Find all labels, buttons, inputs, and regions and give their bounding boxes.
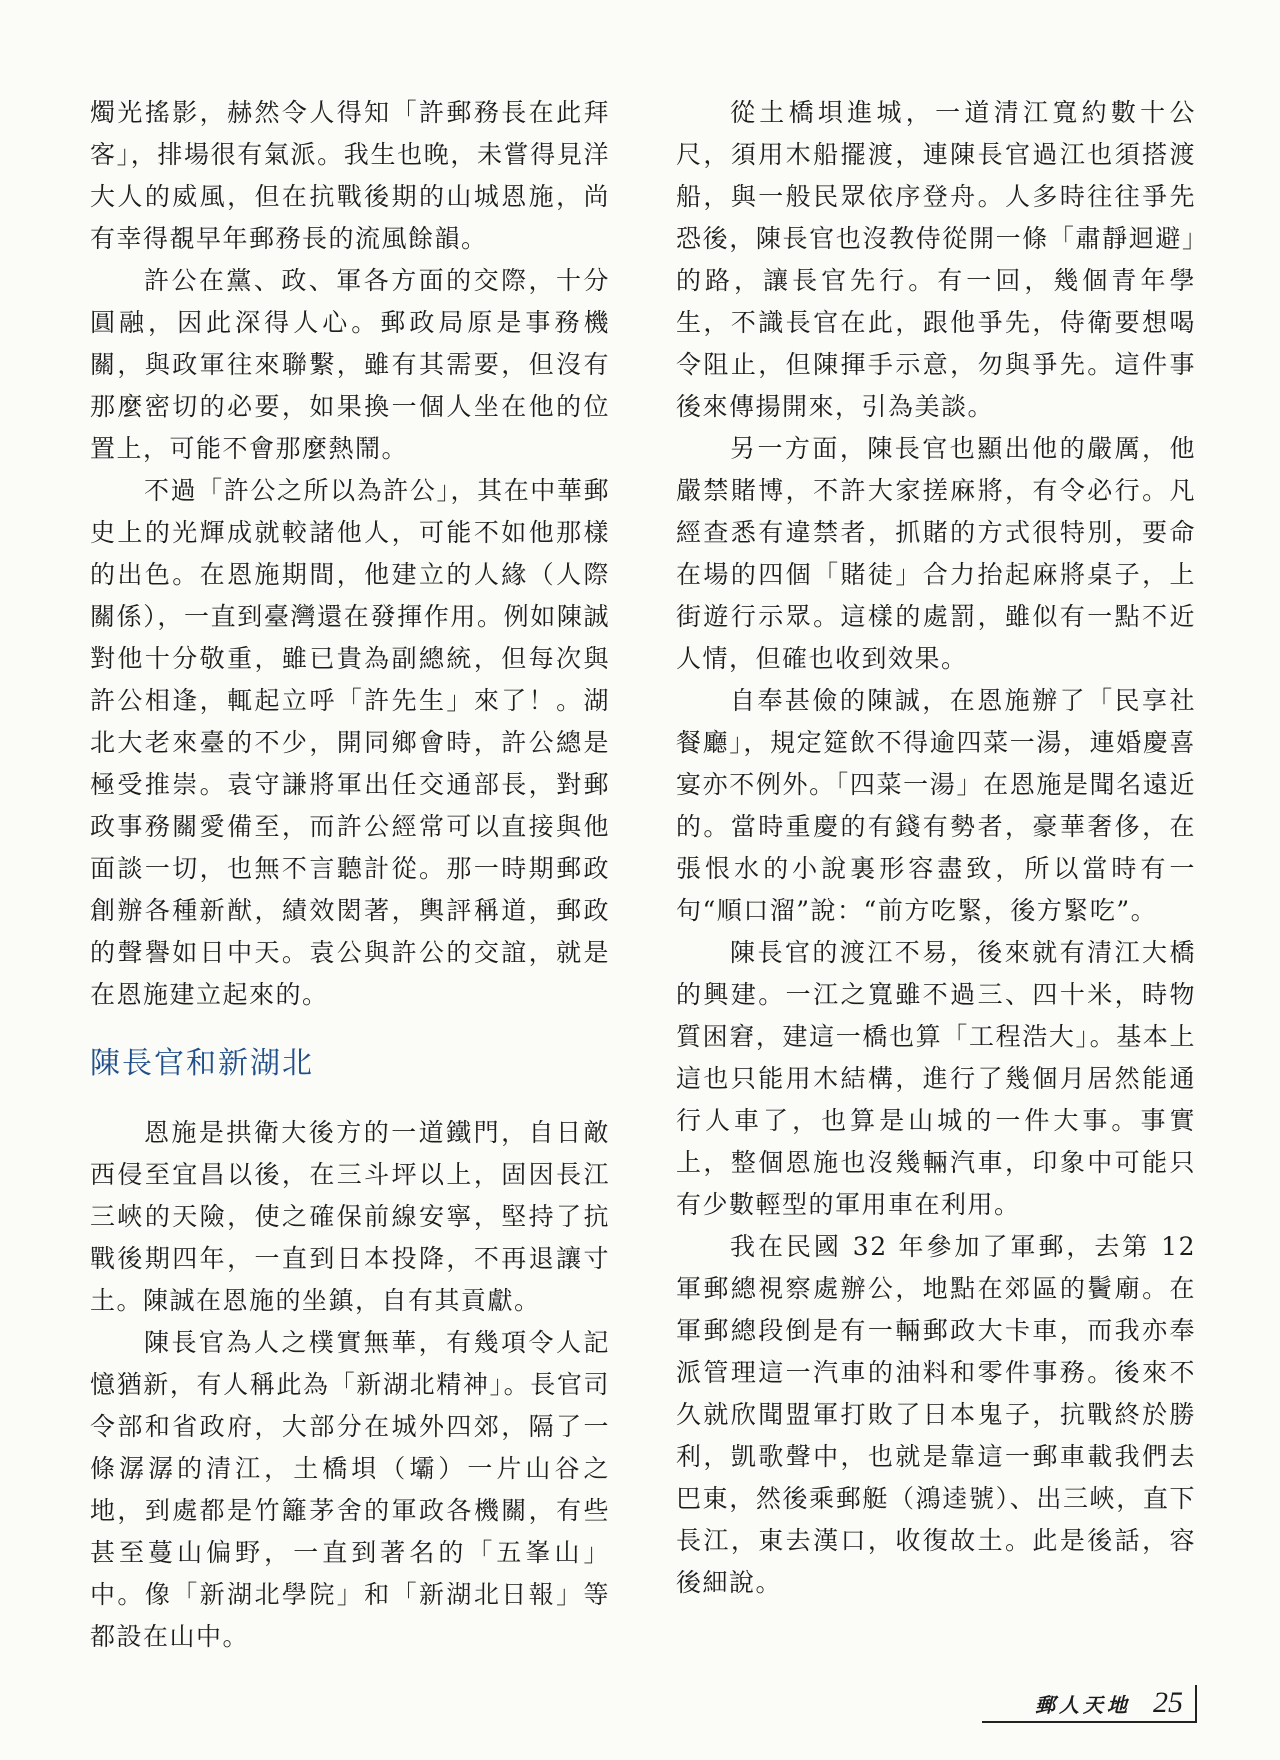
paragraph: 陳長官為人之樸實無華，有幾項令人記憶猶新，有人稱此為「新湖北精神」。長官司令部和省政府，大部分在城外四郊，隔了一條潺潺的清江，土橋垻（壩）一片山谷之地，到處都是竹籬茅舍的軍政各機關，有些甚至蔓山偏野，一直到著名的「五峯山」中。像「新湖北學院」和「新湖北日報」等都設在山中。 xyxy=(90,1328,610,1651)
magazine-name: 郵人天地 xyxy=(1035,1692,1131,1717)
right-column xyxy=(676,92,1196,1604)
paragraph: 許公在黨、政、軍各方面的交際，十分圓融，因此深得人心。郵政局原是事務機關，與政軍往來聯繫，雖有其需要，但沒有那麼密切的必要，如果換一個人坐在他的位置上，可能不會那麼熱鬧。 xyxy=(90,266,610,463)
left-column xyxy=(90,92,610,1658)
section-heading: 陳長官和新湖北 xyxy=(90,1046,314,1081)
paragraph: 從土橋垻進城，一道清江寬約數十公尺，須用木船擺渡，連陳長官過江也須搭渡船，與一般民眾依序登舟。人多時往往爭先恐後，陳長官也沒教侍從開一條「肅靜迴避」的路，讓長官先行。有一回，幾個青年學生，不識長官在此，跟他爭先，侍衛要想喝令阻止，但陳揮手示意，勿與爭先。這件事後來傳揚開來，引為美談。 xyxy=(676,98,1196,421)
paragraph: 陳長官的渡江不易，後來就有清江大橋的興建。一江之寬雖不過三、四十米，時物質困窘，建這一橋也算「工程浩大」。基本上這也只能用木結構，進行了幾個月居然能通行人車了，也算是山城的一件大事。事實上，整個恩施也沒幾輛汽車，印象中可能只有少數輕型的軍用車在利用。 xyxy=(676,938,1196,1219)
page-number: 25 xyxy=(1153,1686,1183,1719)
paragraph: 恩施是拱衛大後方的一道鐵門，自日敵西侵至宜昌以後，在三斗坪以上，固因長江三峽的天險，使之確保前線安寧，堅持了抗戰後期四年，一直到日本投降，不再退讓寸土。陳誠在恩施的坐鎮，自有其貢獻。 xyxy=(90,1118,610,1315)
paragraph: 不過「許公之所以為許公」，其在中華郵史上的光輝成就較諸他人，可能不如他那樣的出色。在恩施期間，他建立的人緣（人際關係），一直到臺灣還在發揮作用。例如陳誠對他十分敬重，雖已貴為副總統，但每次與許公相逢，輒起立呼「許先生」來了！。湖北大老來臺的不少，開同鄉會時，許公總是極受推崇。袁守謙將軍出任交通部長，對郵政事務關愛備至，而許公經常可以直接與他面談一切，也無不言聽計從。那一時期郵政創辦各種新猷，績效閎著，輿評稱道，郵政的聲譽如日中天。袁公與許公的交誼，就是在恩施建立起來的。 xyxy=(90,476,610,1009)
paragraph: 燭光搖影，赫然令人得知「許郵務長在此拜客」，排場很有氣派。我生也晚，未嘗得見洋大人的威風，但在抗戰後期的山城恩施，尚有幸得覩早年郵務長的流風餘韻。 xyxy=(90,98,610,253)
paragraph: 自奉甚儉的陳誠，在恩施辦了「民享社餐廳」，規定筵飲不得逾四菜一湯，連婚慶喜宴亦不例外。「四菜一湯」在恩施是聞名遠近的。當時重慶的有錢有勢者，豪華奢侈，在張恨水的小說裏形容盡致，所以當時有一句“順口溜”說：“前方吃緊，後方緊吃”。 xyxy=(676,686,1196,925)
paragraph: 另一方面，陳長官也顯出他的嚴厲，他嚴禁賭博，不許大家搓麻將，有令必行。凡經查悉有違禁者，抓賭的方式很特別，要命在場的四個「賭徒」合力抬起麻將桌子，上街遊行示眾。這樣的處罰，雖似有一點不近人情，但確也收到效果。 xyxy=(676,434,1196,673)
paragraph: 我在民國 32 年參加了軍郵，去第 12 軍郵總視察處辦公，地點在郊區的鬢廟。在軍郵總段倒是有一輛郵政大卡車，而我亦奉派管理這一汽車的油料和零件事務。後來不久就欣聞盟軍打敗了日本鬼子，抗戰終於勝利，凱歌聲中，也就是靠這一郵車載我們去巴東，然後乘郵艇（鴻逵號）、出三峽，直下長江，東去漢口，收復故土。此是後話，容後細說。 xyxy=(676,1232,1196,1597)
page-footer xyxy=(982,1685,1197,1723)
